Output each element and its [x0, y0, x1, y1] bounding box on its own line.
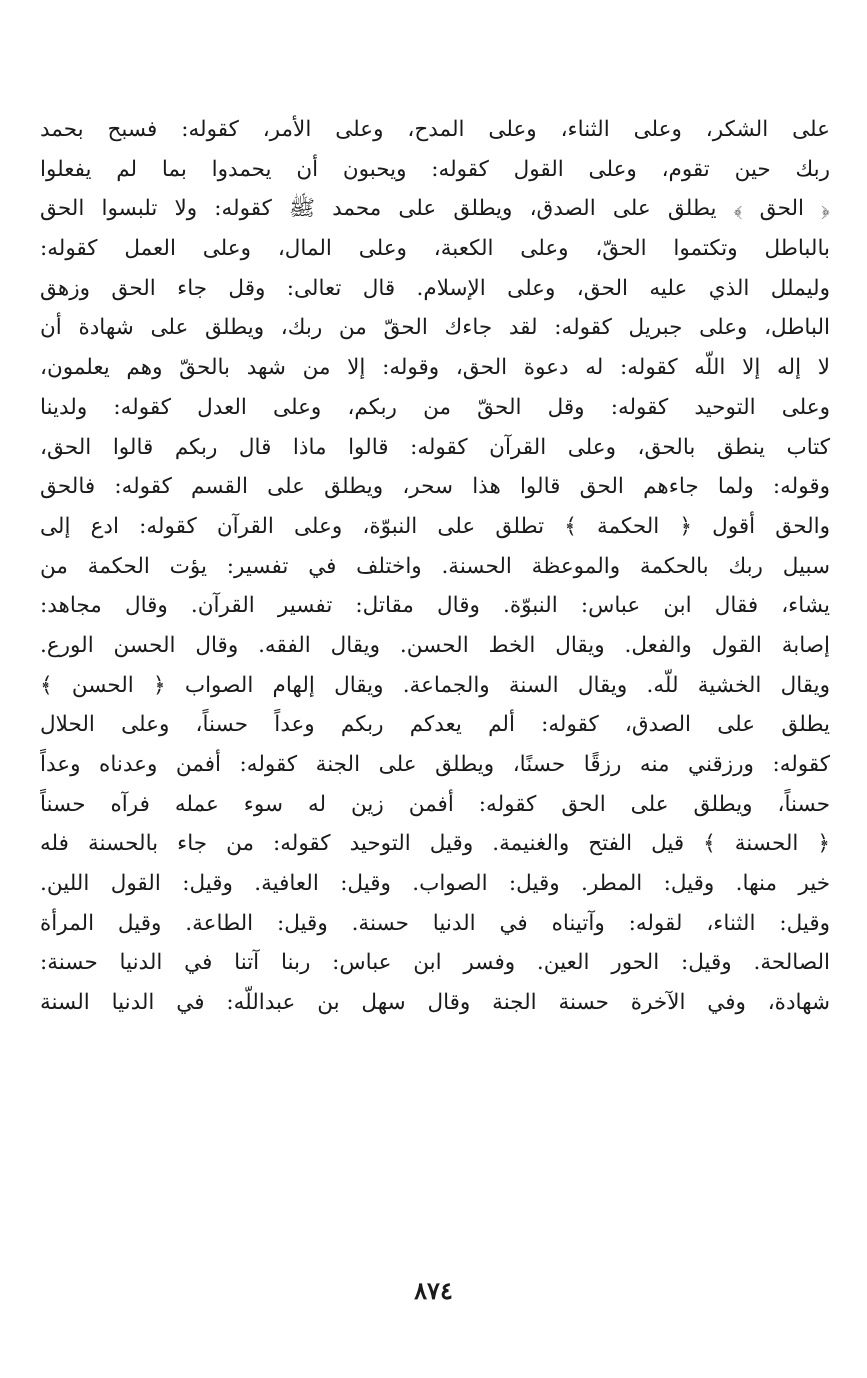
text-line-12: سبيل ربك بالحكمة والموعظة الحسنة. واختلف في تفسير: يؤت الحكمة من — [40, 553, 830, 579]
text-line-21: وقيل: الثناء، لقوله: وآتيناه في الدنيا حسنة. وقيل: الطاعة. وقيل المرأة — [40, 910, 830, 936]
text-line-4: بالباطل وتكتموا الحقّ، وعلى الكعبة، وعلى المال، وعلى العمل كقوله: — [40, 236, 830, 262]
text-line-16: يطلق على الصدق، كقوله: ألم يعدكم ربكم وعداً حسناً، وعلى الحلال — [40, 712, 830, 738]
text-line-14: إصابة القول والفعل. ويقال الخط الحسن. ويقال الفقه. وقال الحسن الورع. — [40, 632, 830, 658]
text-line-11: والحق أقول ﴿ الحكمة ﴾ تطلق على النبوّة، وعلى القرآن كقوله: ادع إلى — [40, 513, 830, 539]
text-line-18: حسناً، ويطلق على الحق كقوله: أفمن زين له سوء عمله فرآه حسناً — [40, 791, 830, 817]
text-line-17: كقوله: ورزقني منه رزقًا حسنًا، ويطلق على الجنة كقوله: أفمن وعدناه وعداً — [40, 752, 830, 777]
text-line-10: وقوله: ولما جاءهم الحق قالوا هذا سحر، ويطلق على القسم كقوله: فالحق — [40, 474, 830, 500]
text-line-5: وليملل الذي عليه الحق، وعلى الإسلام. قال تعالى: وقل جاء الحق وزهق — [40, 275, 830, 301]
text-line-2: ربك حين تقوم، وعلى القول كقوله: ويحبون أن يحمدوا بما لم يفعلوا — [40, 156, 830, 182]
text-line-1: على الشكر، وعلى الثناء، وعلى المدح، وعلى الأمر، كقوله: فسبح بحمد — [40, 117, 830, 142]
text-line-22: الصالحة. وقيل: الحور العين. وفسر ابن عباس: ربنا آتنا في الدنيا حسنة: — [40, 950, 830, 976]
text-line-15: ويقال الخشية للّه. ويقال السنة والجماعة. ويقال إلهام الصواب ﴿ الحسن ﴾ — [40, 672, 830, 698]
text-line-20: خير منها. وقيل: المطر. وقيل: الصواب. وقيل: العافية. وقيل: القول اللين. — [40, 871, 830, 897]
text-line-23: شهادة، وفي الآخرة حسنة الجنة وقال سهل بن عبداللّه: في الدنيا السنة — [40, 990, 830, 1016]
page-number: ٨٧٤ — [414, 1276, 453, 1305]
body-text — [40, 110, 830, 1023]
text-line-8: وعلى التوحيد كقوله: وقل الحقّ من ربكم، وعلى العدل كقوله: ولدينا — [40, 394, 830, 420]
text-line-6: الباطل، وعلى جبريل كقوله: لقد جاءك الحقّ من ربك، ويطلق على شهادة أن — [40, 315, 830, 341]
text-line-13: يشاء، فقال ابن عباس: النبوّة. وقال مقاتل: تفسير القرآن. وقال مجاهد: — [40, 593, 830, 619]
text-line-9: كتاب ينطق بالحق، وعلى القرآن كقوله: قالوا ماذا قال ربكم قالوا الحق، — [40, 434, 830, 460]
text-line-7: لا إله إلا اللّه كقوله: له دعوة الحق، وقوله: إلا من شهد بالحقّ وهم يعلمون، — [40, 355, 830, 381]
text-line-19: ﴿ الحسنة ﴾ قيل الفتح والغنيمة. وقيل التوحيد كقوله: من جاء بالحسنة فله — [40, 831, 830, 857]
text-line-3: ﴿ الحق ﴾ يطلق على الصدق، ويطلق على محمد ﷺ كقوله: ولا تلبسوا الحق — [40, 196, 830, 222]
